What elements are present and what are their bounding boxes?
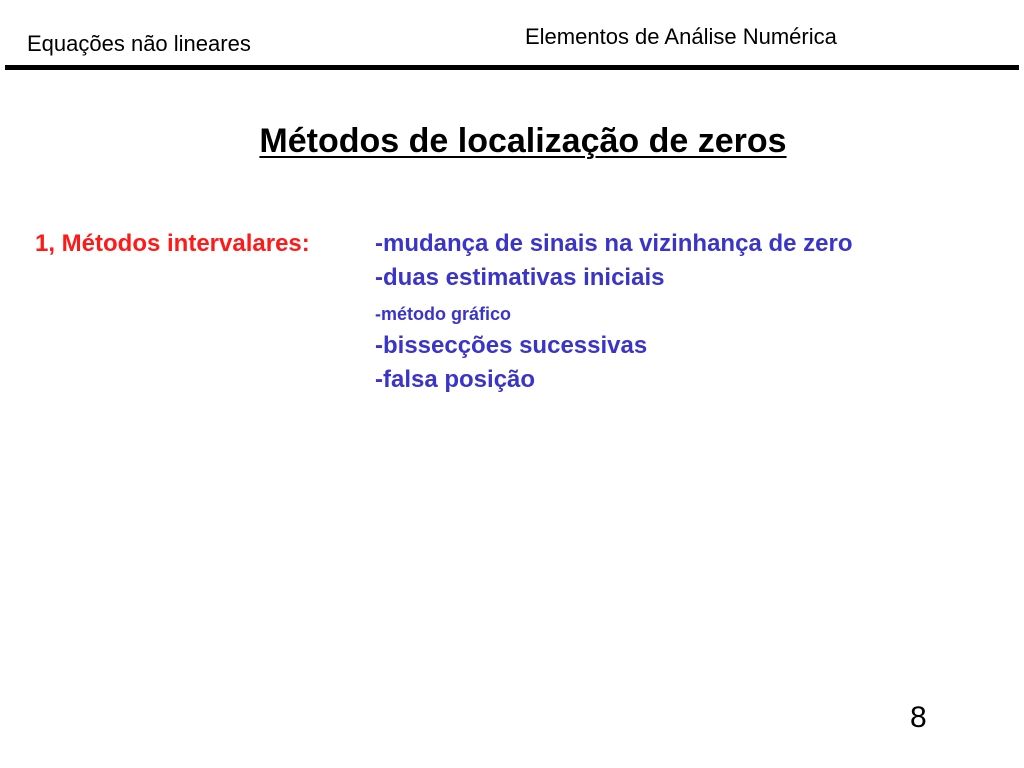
method-item-sign-change: -mudança de sinais na vizinhança de zero [375,230,853,257]
section-label: 1, Métodos intervalares: [35,230,310,257]
method-item-initial-estimates: -duas estimativas iniciais [375,264,665,291]
header-divider [5,65,1019,70]
method-list [375,229,852,399]
slide-title: Métodos de localização de zeros [259,122,787,160]
page-number: 8 [910,701,927,734]
header-right-title: Elementos de Análise Numérica [525,24,837,49]
header-left-title: Equações não lineares [27,31,251,56]
method-item-bisection: -bissecções sucessivas [375,332,648,359]
method-item-false-position: -falsa posição [375,366,536,393]
method-item-graphical: -método gráfico [375,304,512,324]
